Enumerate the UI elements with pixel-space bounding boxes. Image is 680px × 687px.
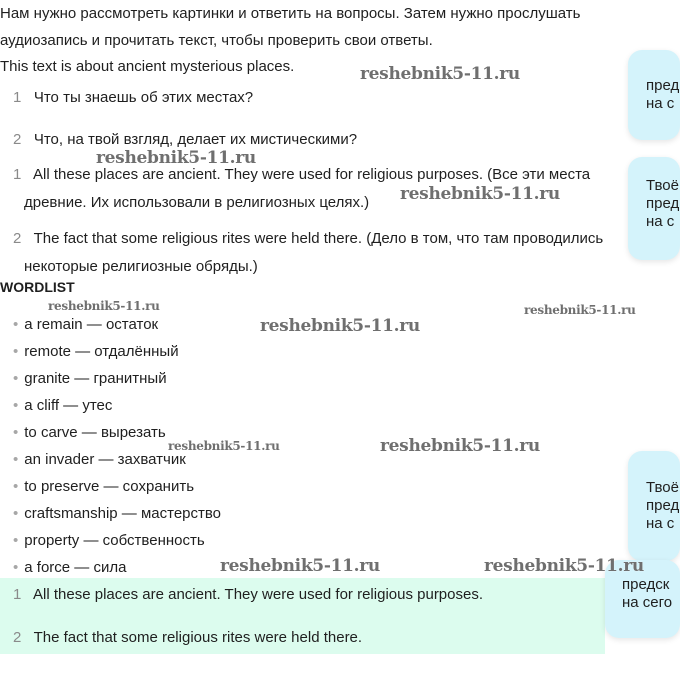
watermark: reshebnik5-11.ru [168,439,280,453]
bullet-icon: • [13,559,19,576]
watermark: reshebnik5-11.ru [400,184,560,204]
answer-text: The fact that some religious rites were held there. (Дело в том, что там проводились [33,230,604,247]
answer-text: The fact that some religious rites were held there. [33,629,363,646]
suggestion-bubble[interactable] [628,157,680,260]
question-number: 1 [13,89,22,106]
wordlist-item [13,370,167,387]
wordlist-item [13,505,221,522]
watermark: reshebnik5-11.ru [484,556,644,576]
wordlist-item [13,478,194,495]
question-number: 2 [13,131,22,148]
bullet-icon: • [13,505,19,522]
bubble-line: на с [646,213,675,230]
answer-number: 1 [13,166,22,183]
watermark: reshebnik5-11.ru [380,436,540,456]
wordlist-item-text: to carve — вырезать [24,424,166,441]
highlighted-answer [13,629,362,646]
answer-number: 1 [13,586,22,603]
answer-translation: некоторые религиозные обряды.) [24,258,258,275]
bullet-icon: • [13,451,19,468]
bullet-icon: • [13,424,19,441]
wordlist-item [13,343,179,360]
wordlist-item-text: remote — отдалённый [24,343,179,360]
bubble-line: пред [646,77,680,94]
wordlist-item-text: granite — гранитный [24,370,167,387]
answer-text: All these places are ancient. They were used for religious purposes. [33,586,484,603]
wordlist-item-text: a force — сила [24,559,127,576]
bullet-icon: • [13,532,19,549]
bullet-icon: • [13,343,19,360]
answer-number: 2 [13,230,22,247]
answer-line [13,230,603,247]
answer-number: 2 [13,629,22,646]
bullet-icon: • [13,370,19,387]
wordlist-item [13,559,126,576]
wordlist-item-text: a remain — остаток [24,316,159,333]
bubble-line: на с [646,515,675,532]
wordlist-item [13,451,186,468]
question-item [13,131,357,148]
wordlist-item-text: an invader — захватчик [24,451,186,468]
bubble-line: пред [646,497,680,514]
bubble-line: на сего [622,594,673,611]
question-item [13,89,253,106]
suggestion-bubble[interactable] [628,50,680,140]
wordlist-heading: WORDLIST [0,279,75,295]
bullet-icon: • [13,397,19,414]
highlighted-answer [13,586,483,603]
wordlist-item [13,532,205,549]
watermark: reshebnik5-11.ru [96,148,256,168]
answer-translation: древние. Их использовали в религиозных целях.) [24,194,370,211]
watermark: reshebnik5-11.ru [360,64,520,84]
wordlist-item [13,316,158,333]
bullet-icon: • [13,478,19,495]
intro-line-3: This text is about ancient mysterious places. [0,58,295,75]
bubble-line: Твоё [646,177,679,194]
wordlist-item [13,424,166,441]
wordlist-item-text: to preserve — сохранить [24,478,195,495]
bubble-line: на с [646,95,675,112]
answer-text: All these places are ancient. They were used for religious purposes. (Все эти места [33,166,591,183]
intro-line-1: Нам нужно рассмотреть картинки и ответить на вопросы. Затем нужно прослушать [0,5,581,22]
watermark: reshebnik5-11.ru [260,316,420,336]
intro-line-2: аудиозапись и прочитать текст, чтобы проверить свои ответы. [0,32,433,49]
wordlist-item-text: property — собственность [24,532,205,549]
wordlist-item-text: a cliff — утес [24,397,113,414]
watermark: reshebnik5-11.ru [220,556,380,576]
wordlist-item [13,397,112,414]
bubble-line: предск [622,576,670,593]
watermark: reshebnik5-11.ru [524,303,636,317]
bullet-icon: • [13,316,19,333]
wordlist-item-text: craftsmanship — мастерство [24,505,222,522]
bubble-line: пред [646,195,680,212]
answer-line [13,166,590,183]
watermark: reshebnik5-11.ru [48,299,160,313]
suggestion-bubble[interactable] [628,451,680,561]
question-text: Что ты знаешь об этих местах? [33,89,254,106]
question-text: Что, на твой взгляд, делает их мистическими? [33,131,358,148]
bubble-line: Твоё [646,479,679,496]
